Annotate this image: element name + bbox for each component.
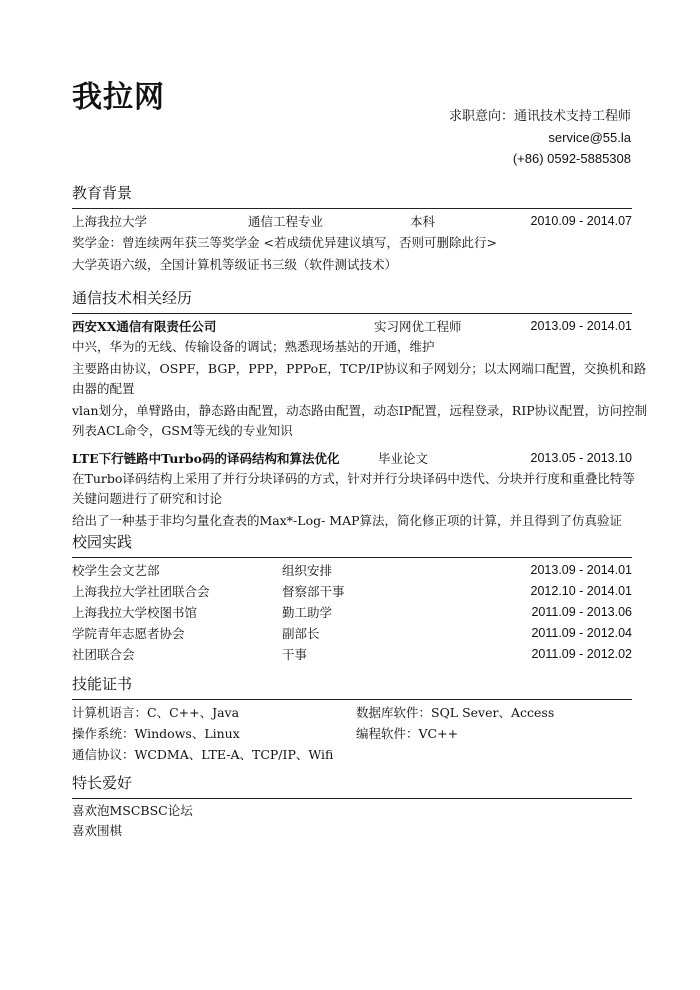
experience-org: 西安XX通信有限责任公司 (72, 319, 217, 334)
job-target: 求职意向：通讯技术支持工程师 (448, 109, 631, 124)
education-line: 奖学金：曾连续两年获三等奖学金 <若成绩优异建议填写，否则可删除此行> (72, 235, 497, 250)
experience-date: 2013.05 - 2013.10 (530, 451, 632, 465)
campus-role: 组织安排 (282, 563, 333, 578)
campus-row (72, 644, 632, 665)
email-text: service@55.la (548, 130, 631, 145)
experience-line: 由器的配置 (72, 381, 135, 396)
campus-role: 干事 (282, 647, 308, 662)
experience-line: vlan划分，单臂路由，静态路由配置，动态路由配置，动态IP配置，远程登录，RIP协议配置，访问控制 (72, 403, 648, 418)
skill-item: 通信协议：WCDMA、LTE-A、TCP/IP、Wifi (72, 747, 334, 762)
section-title-campus: 校园实践 (72, 533, 133, 551)
experience-line: 给出了一种基于非均匀量化查表的Max*-Log- MAP算法，简化修正项的计算，并且得到了仿真验证 (72, 513, 623, 528)
campus-date: 2011.09 - 2013.06 (531, 605, 632, 619)
campus-org: 校学生会文艺部 (72, 563, 160, 578)
section-divider (72, 798, 632, 799)
campus-org: 上海我拉大学社团联合会 (72, 584, 210, 599)
experience-line: 关键问题进行了研究和讨论 (72, 491, 223, 506)
education-row (72, 211, 632, 232)
campus-row (72, 623, 632, 644)
campus-date: 2011.09 - 2012.04 (531, 626, 632, 640)
skill-item: 数据库软件：SQL Sever、Access (356, 705, 555, 720)
campus-org: 社团联合会 (72, 647, 135, 662)
skill-item: 编程软件：VC++ (356, 726, 459, 741)
skills-row (72, 723, 632, 744)
section-divider (72, 699, 632, 700)
skill-item: 计算机语言：C、C++、Java (72, 705, 240, 720)
experience-line: 列表ACL命令，GSM等无线的专业知识 (72, 423, 293, 438)
experience-role: 毕业论文 (378, 451, 429, 466)
experience-org: LTE下行链路中Turbo码的译码结构和算法优化 (72, 451, 340, 466)
education-line: 大学英语六级，全国计算机等级证书三级（软件测试技术） (72, 257, 398, 272)
campus-org: 学院青年志愿者协会 (72, 626, 185, 641)
experience-line: 在Turbo译码结构上采用了并行分块译码的方式，针对并行分块译码中迭代、分块并行度和重叠比特等 (72, 471, 635, 486)
section-title-education: 教育背景 (72, 184, 133, 202)
experience-date: 2013.09 - 2014.01 (530, 319, 632, 333)
campus-role: 督察部干事 (282, 584, 345, 599)
campus-role: 勤工助学 (282, 605, 333, 620)
campus-row (72, 560, 632, 581)
skills-row (72, 702, 632, 723)
degree-name: 本科 (410, 214, 436, 229)
hobby-item: 喜欢围棋 (72, 823, 123, 838)
experience-line: 中兴，华为的无线、传输设备的调试；熟悉现场基站的开通，维护 (72, 339, 435, 354)
skills-row (72, 744, 632, 765)
education-date: 2010.09 - 2014.07 (530, 214, 632, 228)
campus-role: 副部长 (282, 626, 320, 641)
campus-org: 上海我拉大学校图书馆 (72, 605, 198, 620)
campus-row (72, 602, 632, 623)
skills-section (72, 674, 632, 765)
campus-row (72, 581, 632, 602)
experience-line: 主要路由协议，OSPF，BGP，PPP，PPPoE，TCP/IP协议和子网划分；以太网端口配置，交换机和路 (72, 361, 647, 376)
campus-section (72, 532, 632, 665)
phone-text: (+86) 0592-5885308 (512, 151, 631, 166)
education-section (72, 183, 632, 275)
experience-row (72, 316, 632, 337)
contact-block (449, 106, 631, 169)
experience-section (72, 288, 648, 531)
section-divider (72, 313, 632, 314)
experience-role: 实习网优工程师 (374, 319, 462, 334)
hobbies-section (72, 773, 632, 841)
section-divider (72, 557, 632, 558)
skill-item: 操作系统：Windows、Linux (72, 726, 240, 741)
candidate-name: 我拉网 (72, 80, 165, 115)
experience-row (72, 448, 632, 469)
school-name: 上海我拉大学 (72, 214, 148, 229)
section-divider (72, 208, 632, 209)
campus-date: 2013.09 - 2014.01 (530, 563, 632, 577)
section-title-skills: 技能证书 (72, 675, 133, 693)
campus-date: 2012.10 - 2014.01 (530, 584, 632, 598)
campus-date: 2011.09 - 2012.02 (531, 647, 632, 661)
section-title-hobbies: 特长爱好 (72, 774, 133, 792)
hobby-item: 喜欢泡MSCBSC论坛 (72, 803, 193, 818)
section-title-experience: 通信技术相关经历 (72, 289, 193, 307)
major-name: 通信工程专业 (248, 214, 324, 229)
